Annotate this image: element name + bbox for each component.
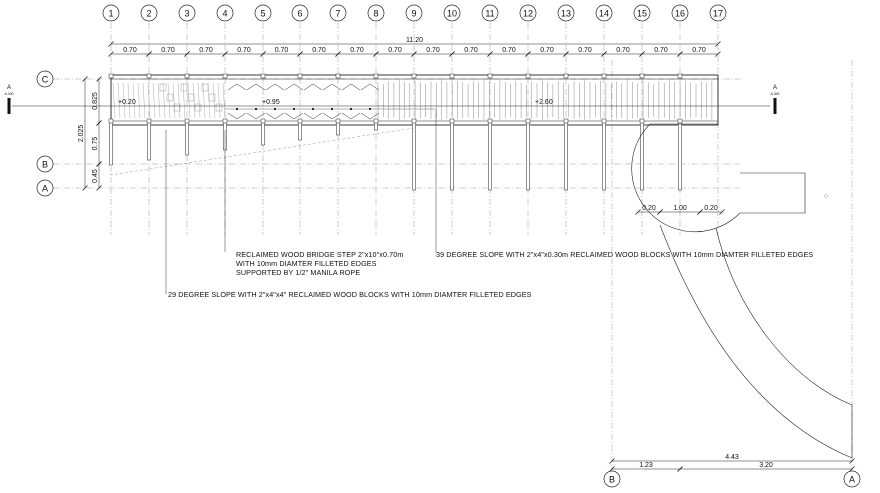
slope-block bbox=[213, 83, 215, 118]
row-label: C bbox=[41, 74, 49, 85]
dimension-overall: 11.20 bbox=[406, 37, 423, 44]
post-cap bbox=[450, 119, 454, 123]
grid-lines bbox=[53, 23, 852, 470]
dimension-circle-span: 1.00 bbox=[673, 205, 687, 212]
slope-block bbox=[181, 84, 187, 91]
dimension-circle-span: 0.20 bbox=[704, 205, 718, 212]
column-label: 10 bbox=[446, 8, 458, 19]
post-cap bbox=[109, 119, 113, 123]
post-cap bbox=[412, 119, 416, 123]
column-label: 4 bbox=[222, 8, 228, 19]
pier bbox=[261, 121, 264, 145]
post-cap bbox=[640, 74, 644, 78]
bridge-step-chevron bbox=[323, 113, 341, 119]
pier bbox=[678, 121, 681, 190]
slope-block bbox=[188, 83, 190, 118]
column-label: 7 bbox=[335, 8, 341, 19]
bridge-step-chevron bbox=[361, 113, 379, 119]
slope-block bbox=[138, 83, 140, 118]
pier bbox=[109, 121, 112, 165]
column-label: 14 bbox=[598, 8, 610, 19]
bridge-step-chevron bbox=[285, 84, 303, 90]
survey-point bbox=[825, 195, 828, 198]
bridge-step-chevron bbox=[304, 113, 322, 119]
slope-block bbox=[158, 83, 160, 118]
dimension-bottom-total: 4.43 bbox=[725, 454, 739, 461]
bridge-step-chevron bbox=[266, 113, 284, 119]
post-cap bbox=[298, 74, 302, 78]
dimension-bay: 0.70 bbox=[616, 47, 630, 54]
column-label: 13 bbox=[560, 8, 572, 19]
circle-platform-outline bbox=[632, 124, 805, 232]
plan-row-label: A bbox=[848, 474, 856, 485]
bridge-step-chevron bbox=[342, 113, 360, 119]
pier bbox=[488, 121, 491, 190]
post-cap bbox=[109, 74, 113, 78]
slope-block bbox=[223, 83, 225, 118]
dimension-bay: 0.70 bbox=[161, 47, 175, 54]
slope-block bbox=[173, 83, 175, 118]
post-cap bbox=[526, 74, 530, 78]
section-marker-right-bar bbox=[774, 98, 777, 114]
slope-block bbox=[203, 83, 205, 118]
post-cap bbox=[147, 74, 151, 78]
bridge-step-chevron bbox=[361, 84, 379, 90]
section-marker-left-letter: A bbox=[6, 85, 12, 91]
post-cap bbox=[261, 74, 265, 78]
pier bbox=[564, 121, 567, 190]
column-label: 8 bbox=[373, 8, 379, 19]
column-label: 16 bbox=[674, 8, 686, 19]
post-cap bbox=[602, 74, 606, 78]
level-0-20: +0.20 bbox=[118, 99, 136, 106]
slope-block bbox=[198, 83, 200, 118]
post-cap bbox=[678, 119, 682, 123]
bridge-step-chevron bbox=[228, 84, 246, 90]
slope-block bbox=[167, 94, 173, 101]
circular-platform bbox=[632, 124, 852, 458]
bridge-step-chevron bbox=[228, 113, 246, 119]
post-cap bbox=[147, 119, 151, 123]
dimension-bay: 0.70 bbox=[654, 47, 668, 54]
dimension-bay: 0.70 bbox=[540, 47, 554, 54]
dimension-bay: 0.70 bbox=[502, 47, 516, 54]
post-cap bbox=[678, 74, 682, 78]
post-cap bbox=[374, 74, 378, 78]
slope-block bbox=[202, 84, 208, 91]
bridge-step-chevron bbox=[323, 84, 341, 90]
slope-block bbox=[216, 104, 222, 111]
column-label: 15 bbox=[636, 8, 648, 19]
slope-block bbox=[195, 104, 201, 111]
dimension-bay: 0.70 bbox=[464, 47, 478, 54]
dimension-bay: 0.70 bbox=[426, 47, 440, 54]
post-cap bbox=[298, 119, 302, 123]
pier bbox=[602, 121, 605, 190]
dimension-vertical: 2.025 bbox=[78, 124, 85, 143]
ramp-outer-edge bbox=[660, 225, 852, 458]
post-cap bbox=[185, 119, 189, 123]
note-bridge-step-line1: RECLAIMED WOOD BRIDGE STEP 2"x10"x0.70m bbox=[236, 250, 404, 259]
post-cap bbox=[336, 119, 340, 123]
dimension-bottom-span: 3.20 bbox=[759, 462, 773, 469]
note-bridge-step-line2: WITH 10mm DIAMTER FILLETED EDGES bbox=[236, 259, 377, 268]
slope-block bbox=[218, 83, 220, 118]
dimension-vertical: 0.825 bbox=[92, 92, 99, 110]
dimension-bay: 0.70 bbox=[350, 47, 364, 54]
row-label: A bbox=[41, 183, 49, 194]
bridge-step-chevron bbox=[266, 84, 284, 90]
post-cap bbox=[564, 119, 568, 123]
post-cap bbox=[336, 74, 340, 78]
column-label: 17 bbox=[712, 8, 724, 19]
post-cap bbox=[450, 74, 454, 78]
dimension-bottom-span: 1.23 bbox=[639, 462, 653, 469]
slope-block bbox=[163, 83, 165, 118]
post-cap bbox=[488, 74, 492, 78]
column-label: 9 bbox=[411, 8, 417, 19]
post-cap bbox=[223, 119, 227, 123]
post-cap bbox=[488, 119, 492, 123]
level-marks bbox=[118, 99, 553, 106]
column-label: 1 bbox=[108, 8, 114, 19]
pier bbox=[526, 121, 529, 190]
grid-bubbles bbox=[37, 5, 860, 487]
post-cap bbox=[261, 119, 265, 123]
bridge-step-chevron bbox=[304, 84, 322, 90]
post-cap bbox=[526, 119, 530, 123]
pier bbox=[298, 121, 301, 140]
dimension-bay: 0.70 bbox=[237, 47, 251, 54]
bridge-step-chevron bbox=[285, 113, 303, 119]
bridge-step-chevron bbox=[342, 84, 360, 90]
slope-block bbox=[113, 83, 115, 118]
post-cap bbox=[564, 74, 568, 78]
note-39-degree-slope: 39 DEGREE SLOPE WITH 2"x4"x0.30m RECLAIMED WOOD BLOCKS WITH 10mm DIAMTER FILLETED EDGES bbox=[436, 250, 814, 259]
section-marker-right-sheet: A-300 bbox=[770, 92, 780, 96]
dimension-bay: 0.70 bbox=[692, 47, 706, 54]
column-label: 12 bbox=[522, 8, 534, 19]
post-cap bbox=[602, 119, 606, 123]
row-label: B bbox=[41, 159, 49, 170]
pier bbox=[147, 121, 150, 160]
column-label: 6 bbox=[297, 8, 303, 19]
bridge-step-chevron bbox=[247, 113, 265, 119]
level-0-95: +0.95 bbox=[262, 99, 280, 106]
pier bbox=[450, 121, 453, 190]
column-label: 2 bbox=[146, 8, 152, 19]
note-bridge-step bbox=[236, 250, 403, 277]
slope-block bbox=[143, 83, 145, 118]
plan-row-label: B bbox=[608, 474, 616, 485]
pier bbox=[640, 121, 643, 190]
column-label: 11 bbox=[485, 8, 495, 19]
dimension-bay: 0.70 bbox=[274, 47, 289, 54]
dimension-vertical: 0.45 bbox=[92, 169, 99, 183]
column-label: 3 bbox=[184, 8, 190, 19]
post-cap bbox=[223, 74, 227, 78]
dimension-bay: 0.70 bbox=[199, 47, 213, 54]
bridge-step-chevron bbox=[247, 84, 265, 90]
post-cap bbox=[374, 119, 378, 123]
pier bbox=[412, 121, 415, 190]
section-marker-right-letter: A bbox=[772, 85, 778, 91]
post-cap bbox=[640, 119, 644, 123]
dimension-bay: 0.70 bbox=[388, 47, 402, 54]
slope-block bbox=[168, 83, 170, 118]
dimension-circle-span: 0.20 bbox=[642, 205, 656, 212]
dimension-bay: 0.70 bbox=[123, 47, 137, 54]
bridge-structure bbox=[109, 74, 718, 190]
pier bbox=[185, 121, 188, 155]
column-label: 5 bbox=[260, 8, 266, 19]
post-cap bbox=[185, 74, 189, 78]
dimension-bay: 0.70 bbox=[312, 47, 326, 54]
post-cap bbox=[412, 74, 416, 78]
dimension-bay: 0.70 bbox=[578, 47, 592, 54]
slope-block bbox=[178, 83, 180, 118]
note-29-degree-slope: 29 DEGREE SLOPE WITH 2"x4"x4" RECLAIMED WOOD BLOCKS WITH 10mm DIAMTER FILLETED EDGES bbox=[168, 290, 532, 299]
level-2-60: +2.60 bbox=[535, 99, 553, 106]
slope-block bbox=[153, 83, 155, 118]
section-marker-left-bar bbox=[8, 98, 11, 114]
dimension-vertical: 0.75 bbox=[92, 136, 99, 151]
section-marker-left-sheet: A-300 bbox=[4, 92, 14, 96]
note-bridge-step-line3: SUPPORTED BY 1/2" MANILA ROPE bbox=[236, 268, 361, 277]
slope-block bbox=[183, 83, 185, 118]
